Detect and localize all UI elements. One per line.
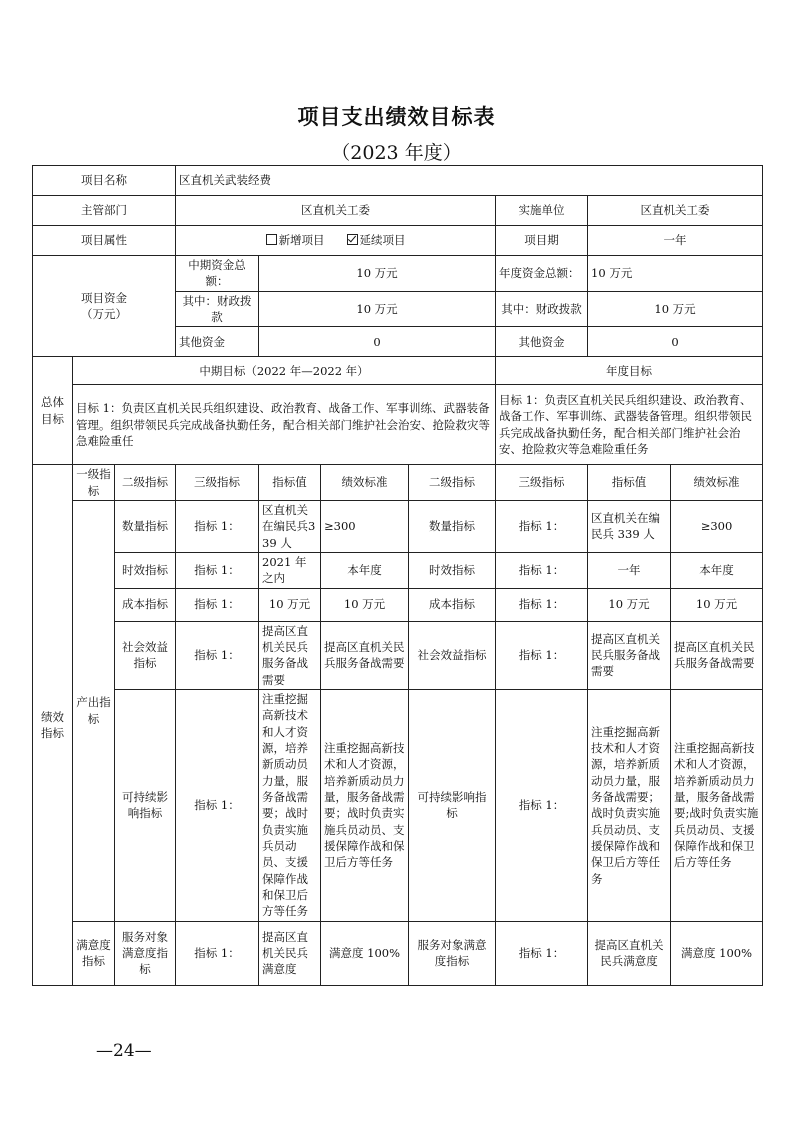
project-name-label: 项目名称: [33, 166, 176, 196]
department-label: 主管部门: [33, 196, 176, 226]
project-name-value: 区直机关武装经费: [176, 166, 763, 196]
performance-table: [32, 165, 763, 986]
project-name-row: [33, 166, 763, 196]
level2-year-cell: 可持续影响指标: [409, 689, 496, 921]
department-value: 区直机关工委: [176, 196, 496, 226]
standard-year-cell: 本年度: [671, 552, 763, 588]
level2-cell: 数量指标: [115, 500, 176, 552]
level2-year-cell: 时效指标: [409, 552, 496, 588]
attribute-row: [33, 226, 763, 256]
value-cell: 2021 年之内: [259, 552, 321, 588]
period-value: 一年: [588, 226, 763, 256]
page-number: —24—: [96, 1041, 152, 1061]
year-goal-text: 目标 1：负责区直机关民兵组织建设、政治教育、战备工作、军事训练、武器装备管理。组织带领民兵完成战备执勤任务，配合相关部门维护社会治安、抢险救灾等急难险重任务: [496, 385, 763, 465]
value-year-header: 指标值: [588, 465, 671, 501]
mid-total-value: 10 万元: [259, 256, 496, 292]
level2-year-cell: 服务对象满意度指标: [409, 921, 496, 985]
standard-cell: 本年度: [321, 552, 409, 588]
continued-project-option: [347, 233, 406, 247]
level1-header: 一级指标: [73, 465, 115, 501]
year-total-value: 10 万元: [588, 256, 763, 292]
level2-year-cell: 数量指标: [409, 500, 496, 552]
level3-cell: 指标 1：: [176, 621, 259, 689]
level3-year-cell: 指标 1：: [496, 689, 588, 921]
new-project-text: 新增项目: [278, 233, 325, 248]
page-title: 项目支出绩效目标表: [297, 104, 496, 129]
continued-project-text: 延续项目: [359, 233, 406, 248]
year-total-label: 年度资金总额：: [496, 256, 588, 292]
overall-text-row: [33, 385, 763, 465]
period-label: 项目期: [496, 226, 588, 256]
year-other-label: 其他资金: [496, 327, 588, 357]
level3-cell: 指标 1：: [176, 552, 259, 588]
overall-header-row: [33, 357, 763, 385]
mid-goal-header: 中期目标（2022 年—2022 年）: [73, 357, 496, 385]
table-row: [33, 588, 763, 621]
level3-cell: 指标 1：: [176, 689, 259, 921]
value-year-cell: 提高区直机关民兵满意度: [588, 921, 671, 985]
value-year-cell: 区直机关在编民兵 339 人: [588, 500, 671, 552]
level3-year-header: 三级指标: [496, 465, 588, 501]
table-row: [33, 689, 763, 921]
value-year-cell: 10 万元: [588, 588, 671, 621]
impl-unit-label: 实施单位: [496, 196, 588, 226]
standard-header: 绩效标准: [321, 465, 409, 501]
level3-year-cell: 指标 1：: [496, 921, 588, 985]
level2-cell: 社会效益指标: [115, 621, 176, 689]
level3-year-cell: 指标 1：: [496, 500, 588, 552]
funds-label-line2: （万元）: [81, 307, 128, 322]
attribute-label: 项目属性: [33, 226, 176, 256]
standard-year-header: 绩效标准: [671, 465, 763, 501]
mid-total-label: 中期资金总额：: [176, 256, 259, 292]
year-other-value: 0: [588, 327, 763, 357]
impl-unit-value: 区直机关工委: [588, 196, 763, 226]
mid-fiscal-label: 其中：财政拨款: [176, 291, 259, 327]
value-cell: 提高区直机关民兵服务备战需要: [259, 621, 321, 689]
standard-cell: 10 万元: [321, 588, 409, 621]
checkbox-checked-icon: [347, 234, 358, 245]
standard-year-cell: 提高区直机关民兵服务备战需要: [671, 621, 763, 689]
funds-label-line1: 项目资金: [81, 290, 128, 305]
level3-year-cell: 指标 1：: [496, 621, 588, 689]
table-row: [33, 921, 763, 985]
value-year-cell: 提高区直机关民兵服务备战需要: [588, 621, 671, 689]
output-label: 产出指标: [73, 500, 115, 921]
standard-year-cell: 注重挖掘高新技术和人才资源，培养新质动员力量，服务备战需要;战时负责实施兵员动员、支援保障作战和保卫后方等任务: [671, 689, 763, 921]
year-fiscal-label: 其中：财政拨款: [496, 291, 588, 327]
year-goal-header: 年度目标: [496, 357, 763, 385]
perf-header-row: [33, 465, 763, 501]
level2-cell: 时效指标: [115, 552, 176, 588]
standard-year-cell: ≥300: [671, 500, 763, 552]
level2-cell: 成本指标: [115, 588, 176, 621]
mid-other-label: 其他资金: [176, 327, 259, 357]
level3-year-cell: 指标 1：: [496, 552, 588, 588]
funds-total-row: [33, 256, 763, 292]
level2-year-cell: 成本指标: [409, 588, 496, 621]
level3-header: 三级指标: [176, 465, 259, 501]
year-fiscal-value: 10 万元: [588, 291, 763, 327]
standard-year-cell: 10 万元: [671, 588, 763, 621]
level2-cell: 可持续影响指标: [115, 689, 176, 921]
value-cell: 区直机关在编民兵339 人: [259, 500, 321, 552]
standard-year-cell: 满意度 100%: [671, 921, 763, 985]
level2-year-header: 二级指标: [409, 465, 496, 501]
level3-cell: 指标 1：: [176, 588, 259, 621]
standard-cell: 注重挖掘高新技术和人才资源，培养新质动员力量，服务备战需要；战时负责实施兵员动员、支援保障作战和保卫后方等任务: [321, 689, 409, 921]
level2-header: 二级指标: [115, 465, 176, 501]
value-cell: 10 万元: [259, 588, 321, 621]
level3-year-cell: 指标 1：: [496, 588, 588, 621]
table-row: [33, 552, 763, 588]
standard-cell: 提高区直机关民兵服务备战需要: [321, 621, 409, 689]
overall-label: 总体目标: [33, 357, 73, 465]
mid-other-value: 0: [259, 327, 496, 357]
table-row: [33, 621, 763, 689]
department-row: [33, 196, 763, 226]
level2-cell: 服务对象满意度指标: [115, 921, 176, 985]
funds-label: [33, 256, 176, 357]
level3-cell: 指标 1：: [176, 500, 259, 552]
new-project-option: [266, 233, 329, 247]
mid-fiscal-value: 10 万元: [259, 291, 496, 327]
standard-cell: ≥300: [321, 500, 409, 552]
value-year-cell: 注重挖掘高新技术和人才资源，培养新质动员力量，服务备战需要；战时负责实施兵员动员、支援保障作战和保卫后方等任务: [588, 689, 671, 921]
perf-label: 绩效指标: [33, 465, 73, 985]
page-subtitle: （2023 年度）: [331, 142, 462, 164]
attribute-options: [176, 226, 496, 256]
value-cell: 提高区直机关民兵满意度: [259, 921, 321, 985]
satisfaction-label: 满意度指标: [73, 921, 115, 985]
value-cell: 注重挖掘高新技术和人才资源，培养新质动员力量，服务备战需要；战时负责实施兵员动员、支援保障作战和保卫后方等任务: [259, 689, 321, 921]
value-year-cell: 一年: [588, 552, 671, 588]
value-header: 指标值: [259, 465, 321, 501]
mid-goal-text: 目标 1：负责区直机关民兵组织建设、政治教育、战备工作、军事训练、武器装备管理。组织带领民兵完成战备执勤任务，配合相关部门维护社会治安、抢险救灾等急难险重任: [73, 385, 496, 465]
level2-year-cell: 社会效益指标: [409, 621, 496, 689]
checkbox-unchecked-icon: [266, 234, 277, 245]
table-row: [33, 500, 763, 552]
standard-cell: 满意度 100%: [321, 921, 409, 985]
level3-cell: 指标 1：: [176, 921, 259, 985]
